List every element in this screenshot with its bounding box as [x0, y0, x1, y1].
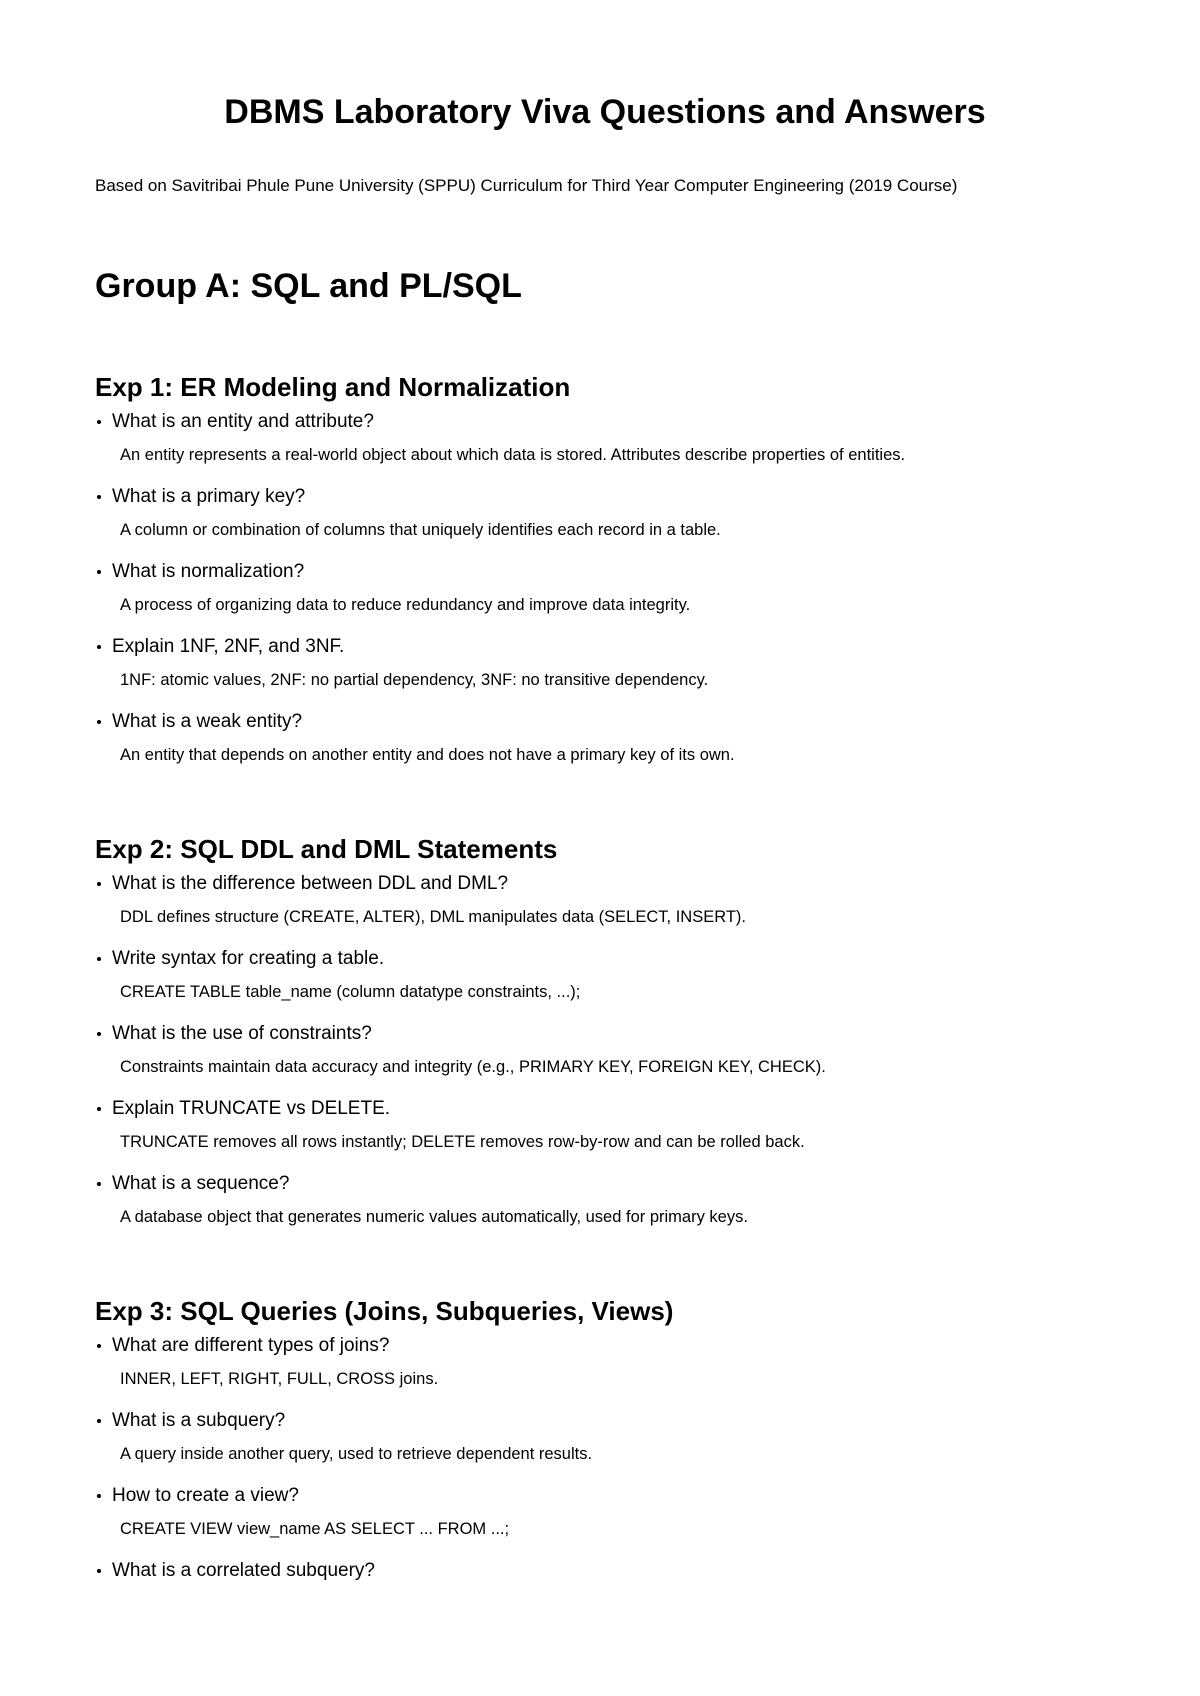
qa-item: [95, 704, 1115, 766]
qa-item: [95, 941, 1115, 1016]
qa-item: [95, 866, 1115, 941]
answer: A process of organizing data to reduce redundancy and improve data integrity.: [120, 596, 691, 614]
answer: 1NF: atomic values, 2NF: no partial dependency, 3NF: no transitive dependency.: [120, 671, 709, 689]
exp-1-qa-list: [95, 404, 1115, 766]
question: What is the use of constraints?: [112, 1023, 372, 1044]
answer: CREATE TABLE table_name (column datatype constraints, ...);: [120, 983, 581, 1001]
qa-item: [95, 1478, 1115, 1553]
qa-item: [95, 1016, 1115, 1091]
exp-2-section: [95, 832, 1115, 1228]
qa-item: [95, 479, 1115, 554]
exp-3-qa-list: [95, 1328, 1115, 1583]
bullet-icon: [97, 495, 101, 499]
bullet-icon: [97, 1107, 101, 1111]
question: What is the difference between DDL and DML?: [112, 873, 509, 894]
answer: A column or combination of columns that uniquely identifies each record in a table.: [120, 521, 721, 539]
answer: An entity represents a real-world object about which data is stored. Attributes describe properties of entities.: [120, 446, 906, 464]
qa-item: [95, 1166, 1115, 1228]
answer: A query inside another query, used to retrieve dependent results.: [120, 1445, 593, 1463]
answer: An entity that depends on another entity and does not have a primary key of its own.: [120, 746, 735, 764]
answer: A database object that generates numeric values automatically, used for primary keys.: [120, 1208, 748, 1226]
answer: Constraints maintain data accuracy and integrity (e.g., PRIMARY KEY, FOREIGN KEY, CHECK).: [120, 1058, 826, 1076]
qa-item: [95, 1091, 1115, 1166]
question: Explain TRUNCATE vs DELETE.: [112, 1098, 391, 1119]
question: What is a weak entity?: [112, 711, 303, 732]
question: What is an entity and attribute?: [112, 411, 374, 432]
bullet-icon: [97, 1494, 101, 1498]
exp-3-section: [95, 1294, 1115, 1583]
question: What is a correlated subquery?: [112, 1560, 375, 1581]
question: What is a sequence?: [112, 1173, 290, 1194]
question: What is a subquery?: [112, 1410, 286, 1431]
qa-item: [95, 404, 1115, 479]
bullet-icon: [97, 720, 101, 724]
bullet-icon: [97, 882, 101, 886]
answer: CREATE VIEW view_name AS SELECT ... FROM ...;: [120, 1520, 510, 1538]
question: What are different types of joins?: [112, 1335, 390, 1356]
question: What is normalization?: [112, 561, 305, 582]
bullet-icon: [97, 957, 101, 961]
exp-2-qa-list: [95, 866, 1115, 1228]
exp-1-title: Exp 1: ER Modeling and Normalization: [95, 372, 571, 402]
question: How to create a view?: [112, 1485, 299, 1506]
question: What is a primary key?: [112, 486, 306, 507]
question: Explain 1NF, 2NF, and 3NF.: [112, 636, 345, 657]
answer: DDL defines structure (CREATE, ALTER), DML manipulates data (SELECT, INSERT).: [120, 908, 746, 926]
qa-item: [95, 554, 1115, 629]
exp-1-section: [95, 370, 1115, 766]
qa-item: [95, 1553, 1115, 1583]
bullet-icon: [97, 1182, 101, 1186]
bullet-icon: [97, 1032, 101, 1036]
answer: TRUNCATE removes all rows instantly; DELETE removes row-by-row and can be rolled back.: [120, 1133, 805, 1151]
exp-3-title: Exp 3: SQL Queries (Joins, Subqueries, Views): [95, 1296, 674, 1326]
exp-2-title: Exp 2: SQL DDL and DML Statements: [95, 834, 558, 864]
bullet-icon: [97, 1569, 101, 1573]
qa-item: [95, 629, 1115, 704]
answer: INNER, LEFT, RIGHT, FULL, CROSS joins.: [120, 1370, 439, 1388]
group-a-title: Group A: SQL and PL/SQL: [95, 267, 522, 305]
bullet-icon: [97, 420, 101, 424]
bullet-icon: [97, 1344, 101, 1348]
qa-item: [95, 1328, 1115, 1403]
qa-item: [95, 1403, 1115, 1478]
question: Write syntax for creating a table.: [112, 948, 385, 969]
bullet-icon: [97, 570, 101, 574]
bullet-icon: [97, 645, 101, 649]
document-subtitle: Based on Savitribai Phule Pune University (SPPU) Curriculum for Third Year Computer Engineering (2019 Course): [95, 176, 958, 195]
document-title: DBMS Laboratory Viva Questions and Answers: [224, 93, 986, 131]
bullet-icon: [97, 1419, 101, 1423]
